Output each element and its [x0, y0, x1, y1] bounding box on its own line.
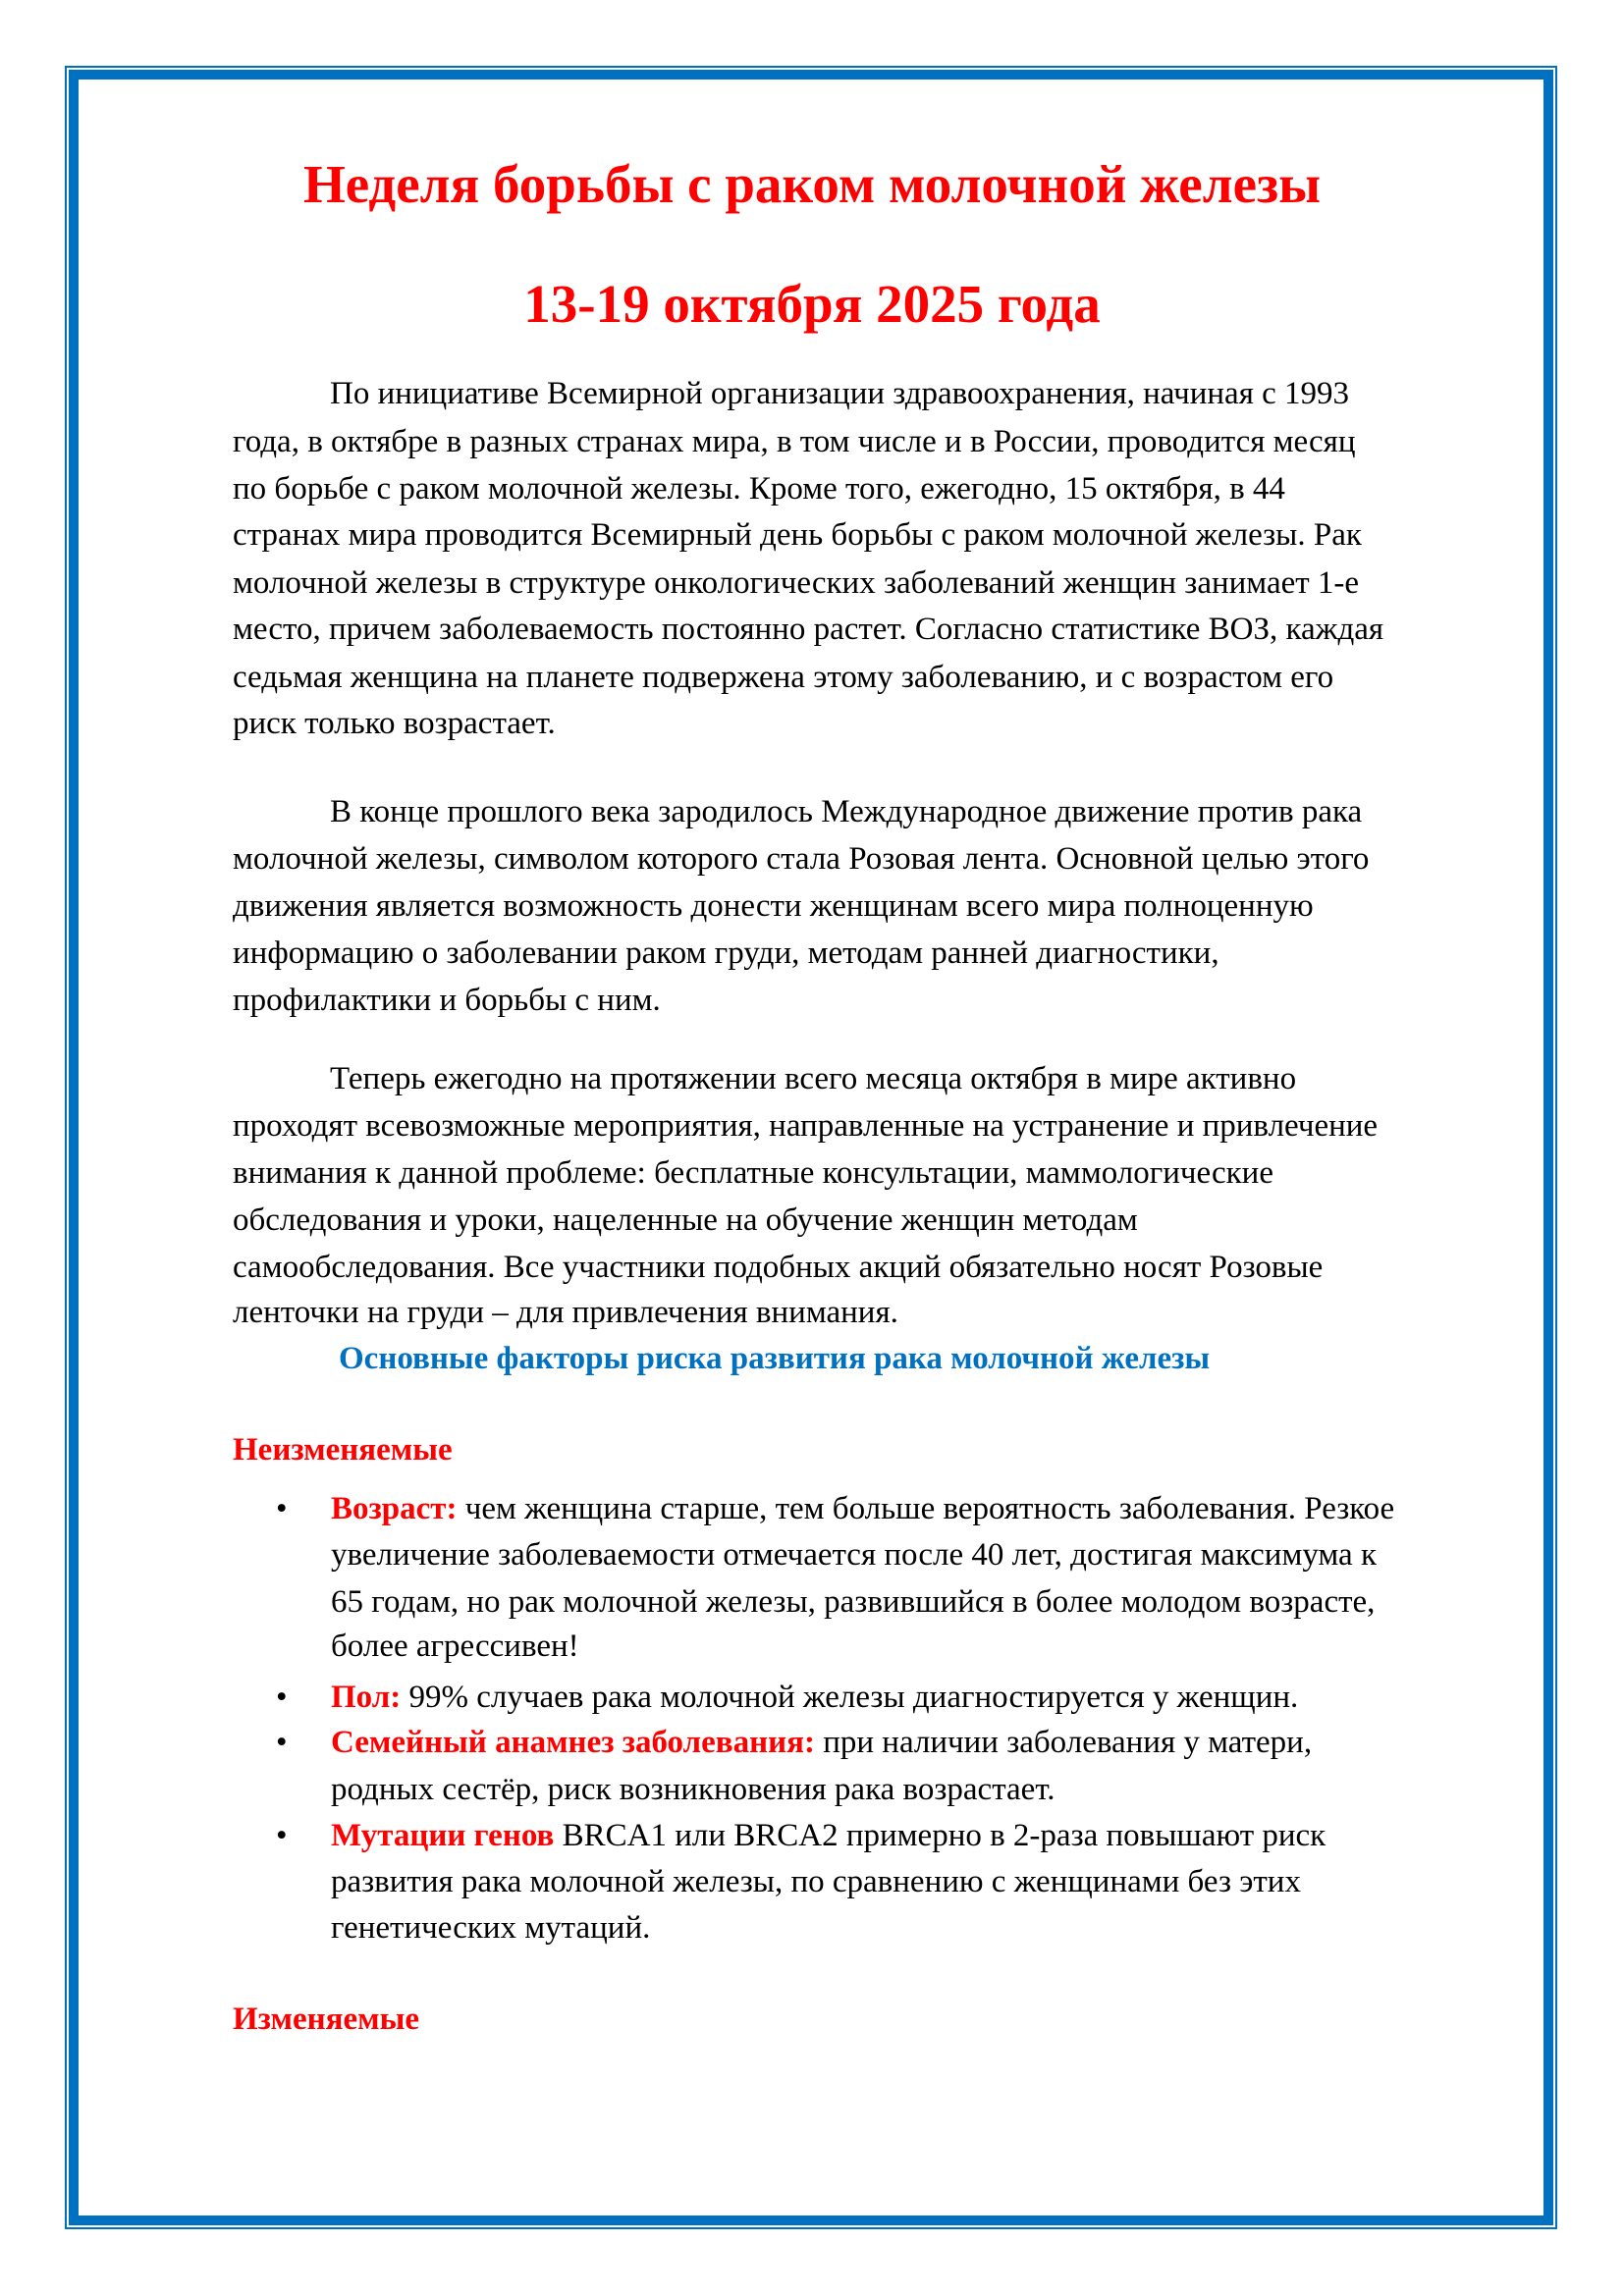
paragraph-line: ленточки на груди – для привлечения внимания. — [233, 1295, 898, 1330]
paragraph-line: года, в октябре в разных странах мира, в том числе и в России, проводится месяц — [233, 424, 1356, 459]
bullet-icon: • — [276, 1680, 288, 1715]
changeable-heading: Изменяемые — [233, 2002, 419, 2037]
document-dates: 13-19 октября 2025 года — [523, 274, 1101, 334]
paragraph-line: место, причем заболеваемость постоянно растет. Согласно статистике ВОЗ, каждая — [233, 612, 1384, 647]
paragraph-line: самообследования. Все участники подобных акций обязательно носят Розовые — [233, 1250, 1324, 1285]
paragraph-line: внимания к данной проблеме: бесплатные консультации, маммологические — [233, 1155, 1273, 1191]
risk-label: Семейный анамнез заболевания: — [331, 1725, 815, 1760]
paragraph-line: движения является возможность донести женщинам всего мира полноценную — [233, 888, 1314, 924]
list-item-first-line — [331, 1820, 1326, 1852]
risk-label: Пол: — [331, 1680, 402, 1715]
unchangeable-heading: Неизменяемые — [233, 1432, 453, 1468]
list-item-first-line — [331, 1682, 1298, 1714]
paragraph-line: профилактики и борьбы с ним. — [233, 983, 661, 1018]
risk-label: Мутации генов — [331, 1818, 555, 1853]
paragraph-line: странах мира проводится Всемирный день борьбы с раком молочной железы. Рак — [233, 517, 1362, 553]
risk-text: 99% случаев рака молочной железы диагностируется у женщин. — [401, 1680, 1299, 1715]
list-item-line: более агрессивен! — [331, 1629, 579, 1664]
paragraph-line: проходят всевозможные мероприятия, направленные на устранение и привлечение — [233, 1108, 1379, 1144]
risk-label: Возраст: — [331, 1491, 458, 1526]
paragraph-line: по борьбе с раком молочной железы. Кроме того, ежегодно, 15 октября, в 44 — [233, 471, 1285, 507]
paragraph-line: информацию о заболевании раком груди, методам ранней диагностики, — [233, 935, 1219, 971]
bullet-icon: • — [276, 1725, 288, 1760]
paragraph-line: седьмая женщина на планете подвержена этому заболеванию, и с возрастом его — [233, 660, 1334, 695]
bullet-icon: • — [276, 1491, 288, 1526]
paragraph-line: Теперь ежегодно на протяжении всего месяца октября в мире активно — [330, 1061, 1297, 1096]
risk-text: BRCA1 или BRCA2 примерно в 2-раза повышают риск — [554, 1818, 1326, 1853]
paragraph-line: В конце прошлого века зародилось Международное движение против рака — [330, 794, 1363, 829]
paragraph-line: По инициативе Всемирной организации здравоохранения, начиная с 1993 — [330, 376, 1350, 411]
list-item-first-line — [331, 1493, 1394, 1525]
paragraph-line: риск только возрастает. — [233, 706, 556, 741]
paragraph-line: молочной железы в структуре онкологических заболеваний женщин занимает 1-е — [233, 565, 1360, 601]
list-item-line: 65 годам, но рак молочной железы, развившийся в более молодом возрасте, — [331, 1584, 1376, 1620]
list-item-line: развития рака молочной железы, по сравнению с женщинами без этих — [331, 1864, 1301, 1899]
risk-text: чем женщина старше, тем больше вероятность заболевания. Резкое — [457, 1491, 1395, 1526]
document-title: Неделя борьбы с раком молочной железы — [302, 154, 1322, 214]
risk-text: при наличии заболевания у матери, — [814, 1725, 1313, 1760]
bullet-icon: • — [276, 1818, 288, 1853]
paragraph-line: обследования и уроки, нацеленные на обучение женщин методам — [233, 1202, 1138, 1238]
paragraph-line: молочной железы, символом которого стала Розовая лента. Основной целью этого — [233, 841, 1370, 877]
list-item-line: родных сестёр, риск возникновения рака возрастает. — [331, 1772, 1056, 1807]
list-item-line: генетических мутаций. — [331, 1910, 651, 1946]
list-item-line: увеличение заболеваемости отмечается после 40 лет, достигая максимума к — [331, 1537, 1377, 1573]
list-item-first-line — [331, 1727, 1312, 1759]
risk-factors-heading: Основные факторы риска развития рака молочной железы — [339, 1341, 1211, 1376]
